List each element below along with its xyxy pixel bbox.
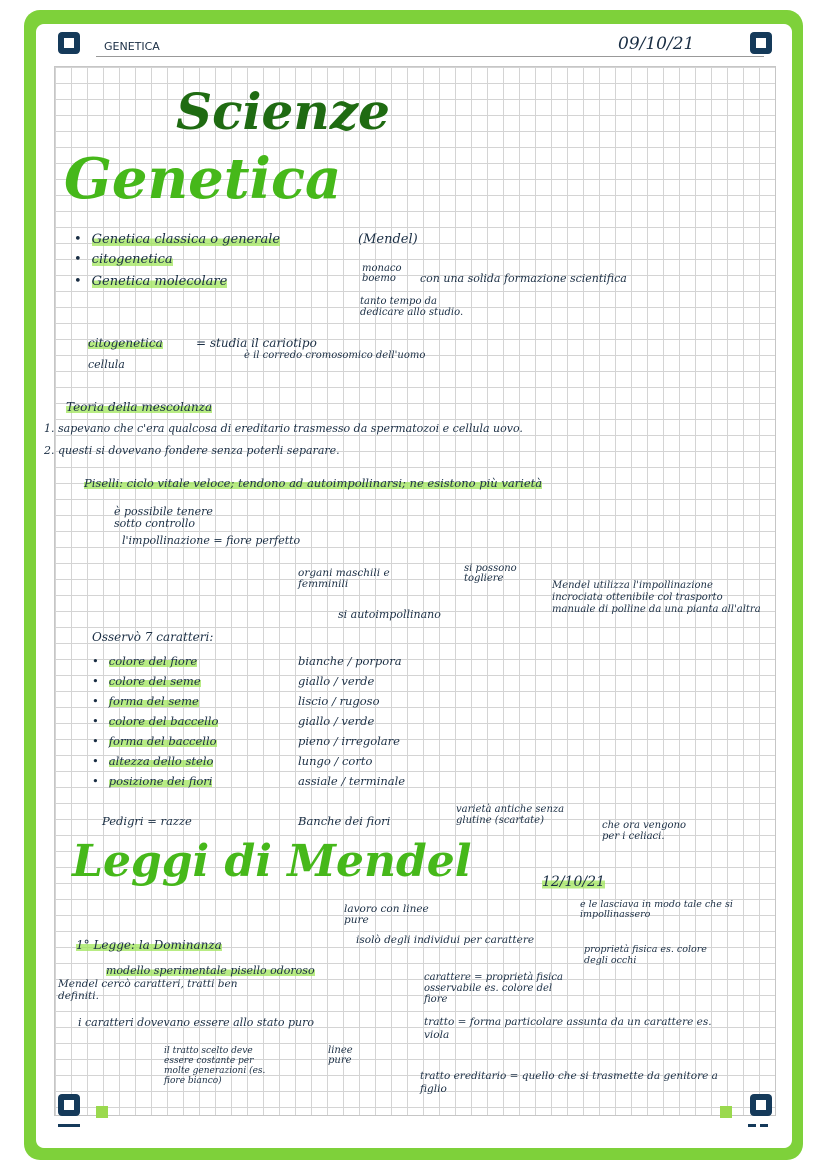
leggi-title: Leggi di Mendel xyxy=(72,836,472,887)
intro-item-1: • Genetica classica o generale xyxy=(74,232,280,247)
piselli-line: Piselli: ciclo vitale veloce; tendono ad autoimpollinarsi; ne esistono più varietà xyxy=(84,476,543,490)
trait-name-7: • posizione dei fiori xyxy=(92,774,212,788)
piselli-autoimpollinano: si autoimpollinano xyxy=(338,608,441,621)
leggi-tratto: tratto = forma particolare assunta da un carattere es. viola xyxy=(424,1016,712,1041)
cito-def1: = studia il cariotipo xyxy=(196,336,317,350)
teoria-point-2: 2. questi si dovevano fondere senza poterli separare. xyxy=(44,444,340,457)
green-square-right xyxy=(720,1106,732,1118)
header-subject: GENETICA xyxy=(104,40,160,53)
corner-marker-top-left xyxy=(58,32,80,54)
bottom-dash-left xyxy=(58,1124,80,1127)
teoria-point-1: 1. sapevano che c'era qualcosa di ereditario trasmesso da spermatozoi e cellula uovo. xyxy=(44,422,523,435)
leggi-lasciava: e le lasciava in modo tale che si impollinassero xyxy=(580,899,733,920)
trait-name-5: • forma del baccello xyxy=(92,734,217,748)
trait-name-6: • altezza dello stelo xyxy=(92,754,213,768)
piselli-possibile: è possibile tenere sotto controllo xyxy=(114,505,213,530)
intro-monaco: monaco boemo xyxy=(362,263,402,284)
leggi-modello: modello sperimentale pisello odoroso xyxy=(106,964,315,977)
intro-mendel: (Mendel) xyxy=(358,232,418,247)
teoria-title: Teoria della mescolanza xyxy=(66,400,213,414)
celiaci: che ora vengono per i celiaci. xyxy=(602,820,686,842)
leggi-isolo: isolò degli individui per carattere xyxy=(356,934,535,946)
intro-item-3: • Genetica molecolare xyxy=(74,274,227,289)
piselli-organi: organi maschili e femminili xyxy=(298,567,390,590)
leggi-proprieta-fisica: proprietà fisica es. colore degli occhi xyxy=(584,944,707,966)
leggi-date: 12/10/21 xyxy=(542,874,605,890)
trait-value-1: bianche / porpora xyxy=(298,654,402,668)
corner-marker-bottom-left xyxy=(58,1094,80,1116)
osservo-label: Osservò 7 caratteri: xyxy=(92,630,214,644)
trait-value-3: liscio / rugoso xyxy=(298,694,380,708)
leggi-carattere: carattere = proprietà fisica osservabile es. colore del fiore xyxy=(424,972,563,1005)
trait-value-5: pieno / irregolare xyxy=(298,734,400,748)
leggi-linee-pure: linee pure xyxy=(328,1045,353,1066)
cito-def2: è il corredo cromosomico dell'uomo xyxy=(244,350,426,361)
title-scienze: Scienze xyxy=(176,82,390,141)
leggi-puro: i caratteri dovevano essere allo stato puro xyxy=(78,1016,314,1029)
bottom-dash-right-1 xyxy=(748,1124,756,1127)
bottom-dash-right-2 xyxy=(760,1124,768,1127)
intro-tempo: tanto tempo da dedicare allo studio. xyxy=(360,296,464,318)
header-date: 09/10/21 xyxy=(618,34,695,54)
leggi-lavoro: lavoro con linee pure xyxy=(344,903,429,926)
banche: Banche dei fiori xyxy=(298,814,391,828)
cito-cellula: cellula xyxy=(88,358,125,371)
trait-name-4: • colore del baccello xyxy=(92,714,218,728)
varieta: varietà antiche senza glutine (scartate) xyxy=(456,804,565,826)
trait-value-2: giallo / verde xyxy=(298,674,375,688)
leggi-cerco: Mendel cercò caratteri, tratti ben definiti. xyxy=(58,978,238,1002)
trait-name-3: • forma del seme xyxy=(92,694,199,708)
intro-item-2: • citogenetica xyxy=(74,252,173,267)
pedigri: Pedigri = razze xyxy=(102,814,192,828)
intro-formazione: con una solida formazione scientifica xyxy=(420,272,627,285)
green-square-left xyxy=(96,1106,108,1118)
trait-value-4: giallo / verde xyxy=(298,714,375,728)
notebook-page xyxy=(36,24,792,1148)
leggi-scelto: il tratto scelto deve essere costante per molte generazioni (es. fiore bianco) xyxy=(164,1046,266,1086)
title-genetica: Genetica xyxy=(64,146,342,212)
trait-value-6: lungo / corto xyxy=(298,754,373,768)
piselli-impollinazione: l'impollinazione = fiore perfetto xyxy=(122,534,301,547)
trait-name-1: • colore del fiore xyxy=(92,654,197,668)
cito-term: citogenetica xyxy=(88,336,163,350)
trait-value-7: assiale / terminale xyxy=(298,774,406,788)
piselli-togliere: si possono togliere xyxy=(464,563,517,584)
corner-marker-bottom-right xyxy=(750,1094,772,1116)
piselli-mendel-note: Mendel utilizza l'impollinazione incrociata ottenibile col trasporto manuale di polline da una pianta all'altra xyxy=(552,580,761,615)
legge-1: 1° Legge: la Dominanza xyxy=(76,938,222,952)
trait-name-2: • colore del seme xyxy=(92,674,201,688)
leggi-ereditario: tratto ereditario = quello che si trasmette da genitore a figlio xyxy=(420,1070,718,1095)
